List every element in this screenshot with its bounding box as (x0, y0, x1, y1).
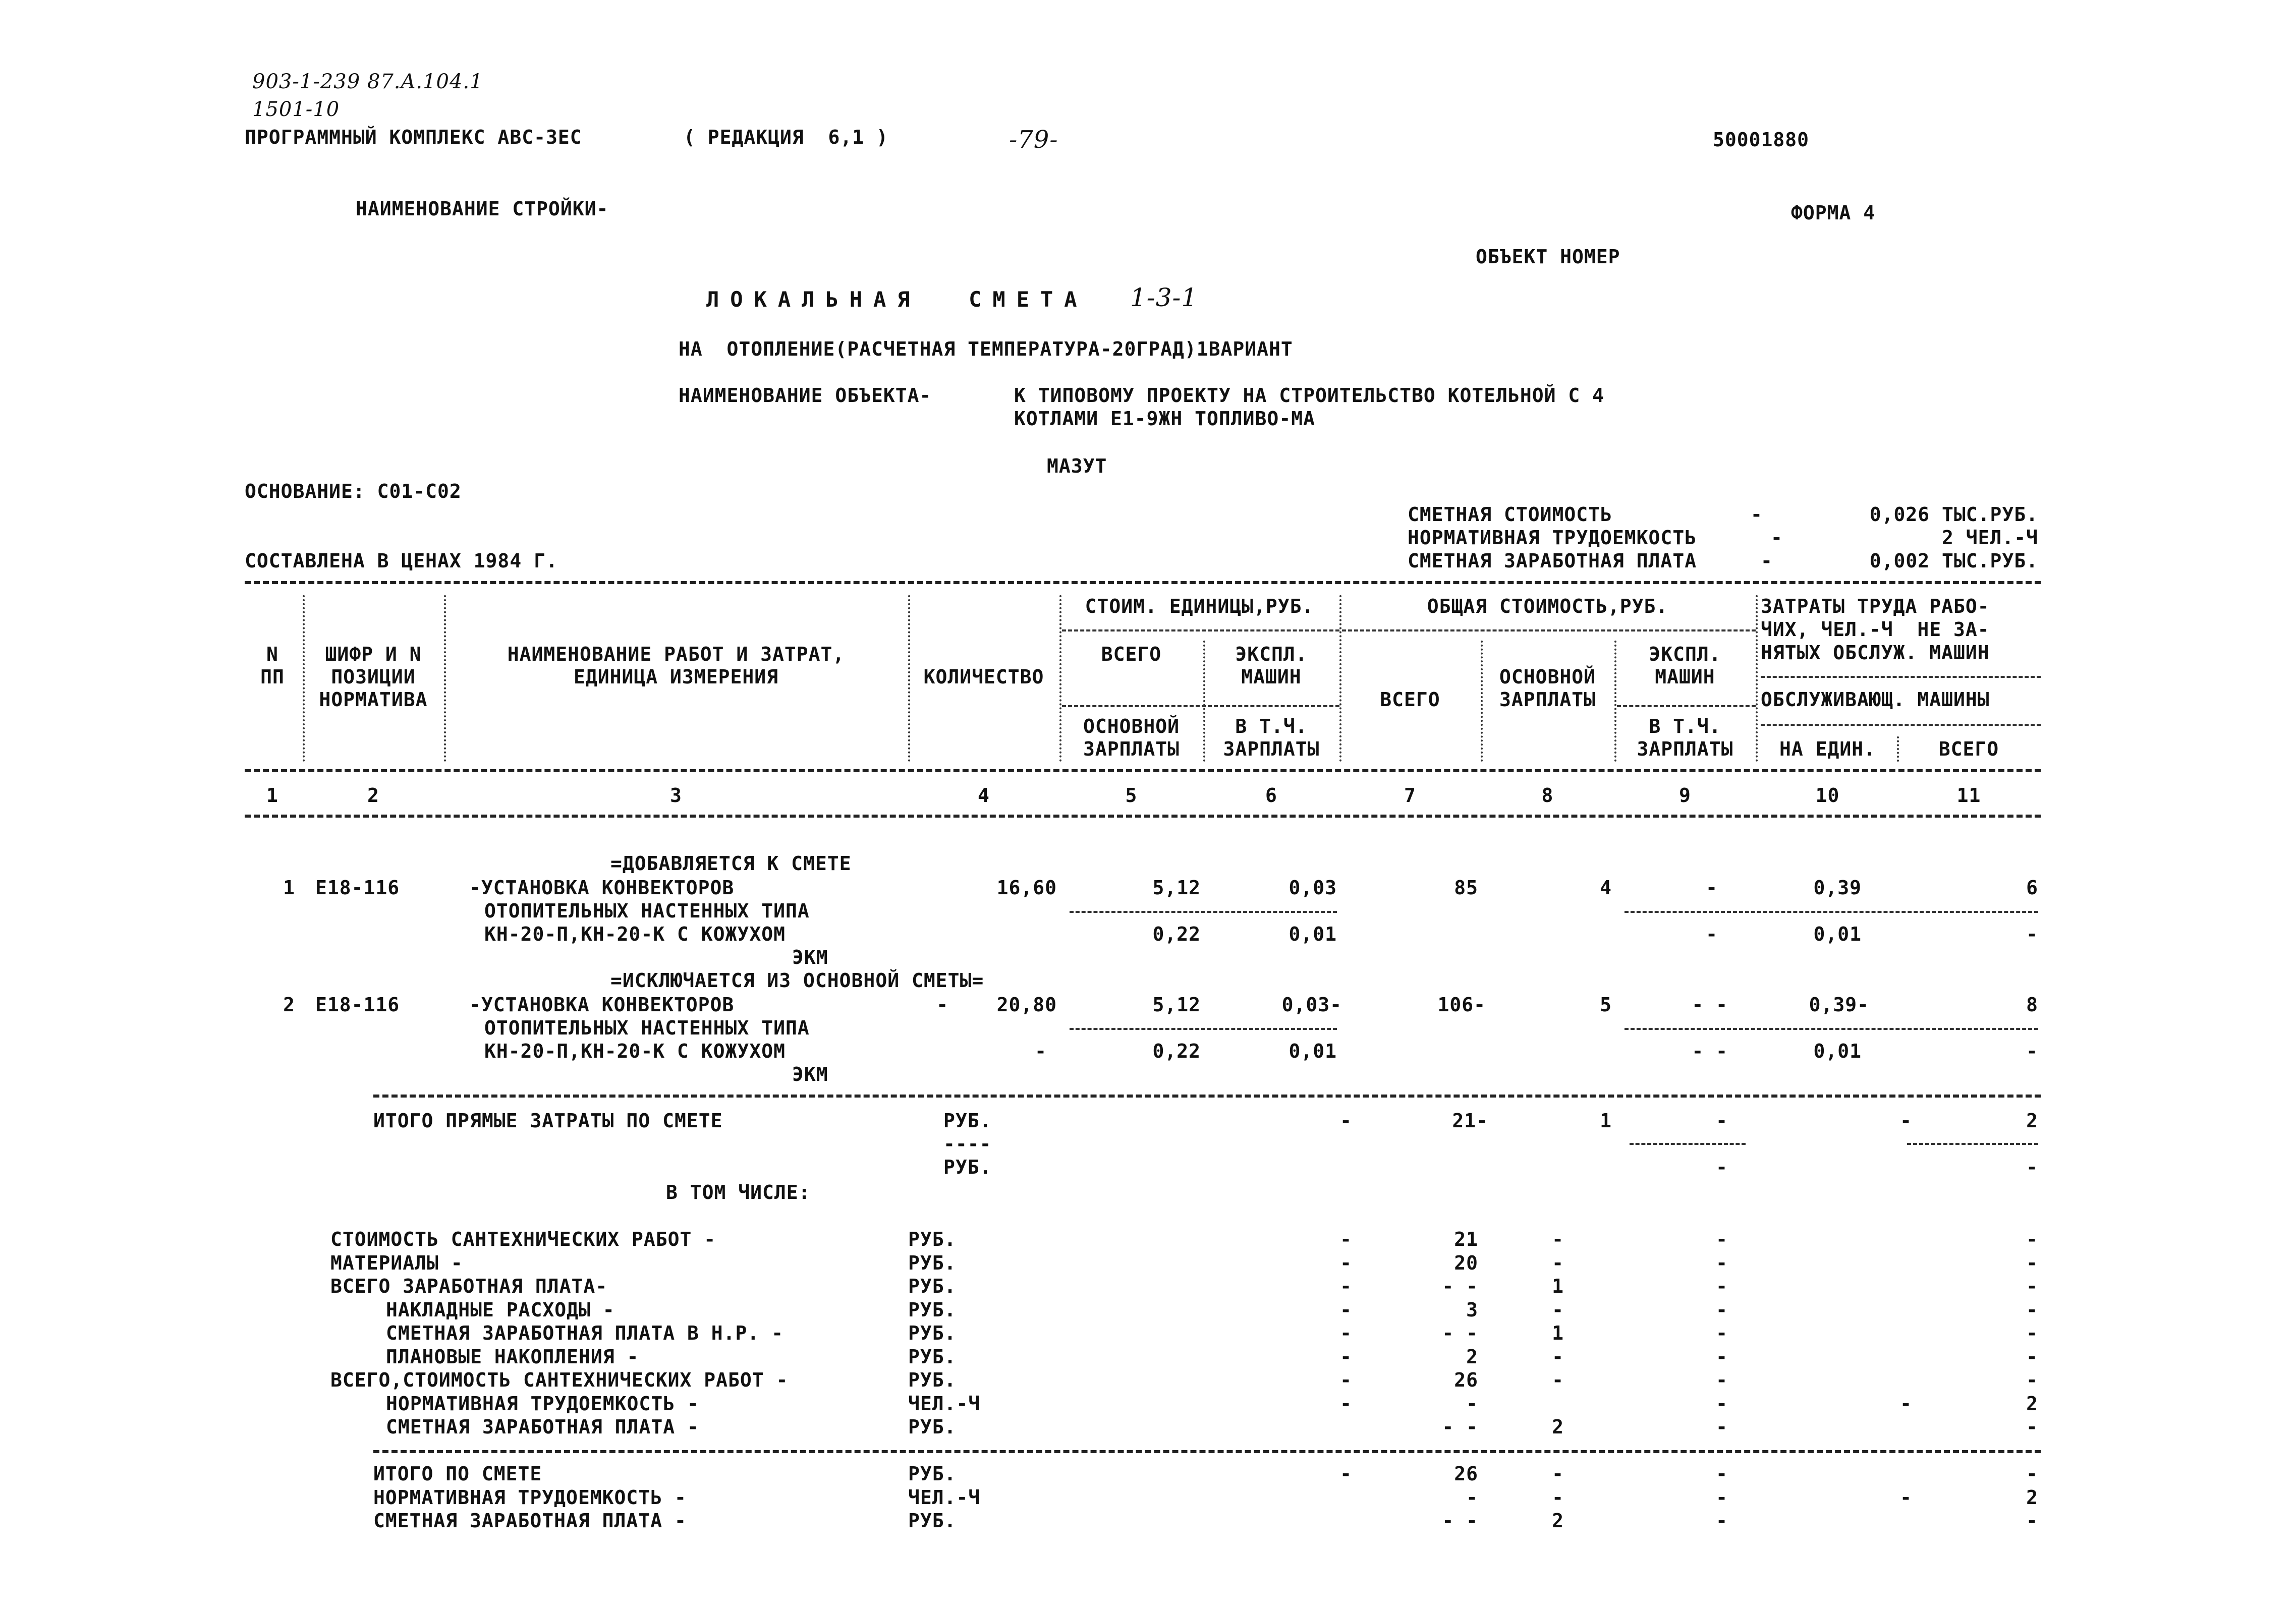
item-col6: - (1340, 1275, 1352, 1297)
header-col2: НОРМАТИВА (319, 688, 428, 711)
object-name-line1: К ТИПОВОМУ ПРОЕКТУ НА СТРОИТЕЛЬСТВО КОТЕЛЬНОЙ С 4 (1014, 384, 1605, 407)
unit: РУБ. (943, 1156, 992, 1178)
item-col9: - (1716, 1228, 1728, 1250)
item-label: НОРМАТИВНАЯ ТРУДОЕМКОСТЬ - (373, 1486, 687, 1509)
header-rule (1761, 724, 2041, 726)
item-label: СМЕТНАЯ ЗАРАБОТНАЯ ПЛАТА - (373, 1510, 687, 1532)
item-col6: - (1340, 1463, 1352, 1485)
row-machine-wages: - (1706, 923, 1718, 945)
table-rule (245, 769, 2041, 772)
row-labor-total-b: - (2026, 1040, 2038, 1062)
table-rule (373, 1450, 2041, 1453)
column-number: 2 (367, 784, 379, 807)
direct-col7: 21- (1452, 1110, 1488, 1132)
item-unit: ЧЕЛ.-Ч (908, 1486, 981, 1509)
item-col8: 2 (1552, 1416, 1564, 1438)
item-col11: 2 (2026, 1392, 2038, 1415)
row-total-machines: - - (1692, 994, 1728, 1016)
item-unit: РУБ. (908, 1369, 957, 1391)
direct-col9: - (1716, 1110, 1728, 1132)
item-col7: - - (1442, 1275, 1478, 1297)
item-unit: РУБ. (908, 1228, 957, 1250)
row-rule (1070, 1028, 1337, 1030)
price-base: СОСТАВЛЕНА В ЦЕНАХ 1984 Г. (245, 550, 558, 572)
summary-value: 2 ЧЕЛ.-Ч (1941, 527, 2038, 549)
row-name: ОТОПИТЕЛЬНЫХ НАСТЕННЫХ ТИПА (484, 1017, 810, 1039)
row-labor-unit-b: 0,01 (1813, 1040, 1862, 1062)
row-name: ЭКМ (792, 946, 828, 968)
table-top-rule (245, 581, 2041, 584)
header-col5b: ЗАРПЛАТЫ (1083, 738, 1180, 760)
summary-sep: - (1761, 550, 1773, 572)
item-col9: - (1716, 1251, 1728, 1274)
column-divider (1059, 595, 1061, 762)
row-name: КН-20-П,КН-20-К С КОЖУХОМ (484, 923, 786, 945)
item-label: СТОИМОСТЬ САНТЕХНИЧЕСКИХ РАБОТ - (330, 1228, 716, 1250)
item-col9: - (1716, 1392, 1728, 1415)
including-label: В ТОМ ЧИСЛЕ: (666, 1181, 811, 1203)
summary-sep: - (1771, 527, 1783, 549)
item-col11: - (2026, 1251, 2038, 1274)
header-col9b: В Т.Ч. (1649, 715, 1721, 737)
estimate-number: 1-3-1 (1130, 283, 1198, 312)
summary-sep: - (1751, 503, 1763, 526)
row-unit-machines: 0,03- (1281, 994, 1342, 1016)
item-col7: 26 (1454, 1463, 1478, 1485)
row-quantity-b: - (1035, 1040, 1047, 1062)
row-unit-wages: 0,22 (1152, 923, 1201, 945)
page-number: -79- (1009, 126, 1058, 154)
item-col7: - (1466, 1392, 1478, 1415)
row-labor-total: 8 (2026, 994, 2038, 1016)
item-col8: - (1552, 1486, 1564, 1509)
row-total: 85 (1454, 877, 1478, 899)
item-col9: - (1716, 1322, 1728, 1344)
row-total-wages: 4 (1600, 877, 1612, 899)
item-unit: РУБ. (908, 1275, 957, 1297)
item-col9: - (1716, 1416, 1728, 1438)
row-labor-total: 6 (2026, 877, 2038, 899)
header-labor: ЧИХ, ЧЕЛ.-Ч НЕ ЗА- (1761, 618, 1990, 641)
column-divider (908, 595, 910, 762)
unit-separator: ---- (943, 1133, 992, 1155)
row-rule (1625, 1028, 2038, 1030)
row-name: ЭКМ (792, 1063, 828, 1085)
item-col8: - (1552, 1463, 1564, 1485)
item-label: МАТЕРИАЛЫ - (330, 1251, 463, 1274)
item-unit: РУБ. (908, 1510, 957, 1532)
item-col8: 2 (1552, 1510, 1564, 1532)
item-unit: РУБ. (908, 1298, 957, 1321)
item-col8: - (1552, 1251, 1564, 1274)
item-col7: 2 (1466, 1345, 1478, 1368)
item-unit: РУБ. (908, 1322, 957, 1344)
direct-col11: 2 (2026, 1110, 2038, 1132)
handwritten-sheet-number: 1501-10 (252, 98, 340, 121)
item-label: СМЕТНАЯ ЗАРАБОТНАЯ ПЛАТА - (386, 1416, 699, 1438)
item-col6: - (1340, 1369, 1352, 1391)
row-rule (1630, 1143, 1746, 1145)
row-number: 2 (283, 994, 295, 1016)
item-col6: - (1340, 1228, 1352, 1250)
item-col9: - (1716, 1298, 1728, 1321)
header-serving: ОБСЛУЖИВАЮЩ. МАШИНЫ (1761, 688, 1990, 711)
item-col11: - (2026, 1275, 2038, 1297)
item-label: ВСЕГО,СТОИМОСТЬ САНТЕХНИЧЕСКИХ РАБОТ - (330, 1369, 789, 1391)
header-rule (1342, 629, 1756, 631)
item-col8: 1 (1552, 1275, 1564, 1297)
header-col2: ПОЗИЦИИ (331, 666, 416, 688)
column-number: 5 (1125, 784, 1138, 807)
column-divider (1897, 736, 1899, 762)
item-label: СМЕТНАЯ ЗАРАБОТНАЯ ПЛАТА В Н.Р. - (386, 1322, 783, 1344)
header-col8: ЗАРПЛАТЫ (1499, 688, 1596, 711)
item-label: НОРМАТИВНАЯ ТРУДОЕМКОСТЬ - (386, 1392, 699, 1415)
column-number: 7 (1404, 784, 1416, 807)
item-label: ВСЕГО ЗАРАБОТНАЯ ПЛАТА- (330, 1275, 608, 1297)
item-col7: 3 (1466, 1298, 1478, 1321)
header-col4: КОЛИЧЕСТВО (923, 666, 1044, 688)
row-labor-total-b: - (2026, 923, 2038, 945)
table-rule (245, 815, 2041, 818)
row-unit-machine-wages: 0,01 (1289, 923, 1337, 945)
document-code: 50001880 (1713, 129, 1810, 151)
header-rule (1617, 705, 1756, 707)
item-col11: - (2026, 1416, 2038, 1438)
header-col6: ЭКСПЛ. (1235, 643, 1308, 665)
row-total-wages: 5 (1600, 994, 1612, 1016)
row-machine-wages: - - (1692, 1040, 1728, 1062)
item-col8: - (1552, 1228, 1564, 1250)
row-quantity: 16,60 (996, 877, 1057, 899)
item-col6: - (1340, 1345, 1352, 1368)
column-number: 10 (1815, 784, 1840, 807)
program-name: ПРОГРАММНЫЙ КОМПЛЕКС АВС-3ЕС (245, 126, 582, 148)
row-rule (1907, 1143, 2038, 1145)
unit: РУБ. (943, 1110, 992, 1132)
header-col5b: ОСНОВНОЙ (1083, 715, 1180, 737)
direct-costs-label: ИТОГО ПРЯМЫЕ ЗАТРАТЫ ПО СМЕТЕ (373, 1110, 723, 1132)
page-title: ЛОКАЛЬНАЯ СМЕТА (706, 287, 1088, 312)
estimate-subject: НА ОТОПЛЕНИЕ(РАСЧЕТНАЯ ТЕМПЕРАТУРА-20ГРАД)1ВАРИАНТ (679, 338, 1293, 360)
column-number: 1 (266, 784, 278, 807)
item-col11: 2 (2026, 1486, 2038, 1509)
item-col11: - (2026, 1463, 2038, 1485)
row-unit-total: 5,12 (1152, 877, 1201, 899)
row-rule (1625, 911, 2038, 913)
header-col6b: В Т.Ч. (1235, 715, 1308, 737)
header-labor: НЯТЫХ ОБСЛУЖ. МАШИН (1761, 642, 1990, 664)
summary-label: НОРМАТИВНАЯ ТРУДОЕМКОСТЬ (1408, 527, 1697, 549)
item-col10: - (1900, 1486, 1912, 1509)
header-col5: ВСЕГО (1101, 643, 1162, 665)
row-name: -УСТАНОВКА КОНВЕКТОРОВ (469, 994, 735, 1016)
item-col7: 21 (1454, 1228, 1478, 1250)
row-labor-unit: 0,39 (1813, 877, 1862, 899)
column-divider (1614, 641, 1616, 762)
item-label: ИТОГО ПО СМЕТЕ (373, 1463, 542, 1485)
row-number: 1 (283, 877, 295, 899)
row-total: 106- (1437, 994, 1486, 1016)
basis: ОСНОВАНИЕ: С01-С02 (245, 480, 462, 502)
row-unit-total: 5,12 (1152, 994, 1201, 1016)
item-unit: РУБ. (908, 1251, 957, 1274)
item-label: НАКЛАДНЫЕ РАСХОДЫ - (386, 1298, 615, 1321)
header-unit-cost: СТОИМ. ЕДИНИЦЫ,РУБ. (1085, 595, 1314, 617)
header-col2: ШИФР И N (325, 643, 422, 665)
direct-col11b: - (2026, 1156, 2038, 1178)
header-col1: ПП (260, 666, 285, 688)
item-unit: РУБ. (908, 1416, 957, 1438)
item-col6: - (1340, 1251, 1352, 1274)
item-col7: - - (1442, 1322, 1478, 1344)
item-col7: - - (1442, 1510, 1478, 1532)
header-rule (1761, 676, 2041, 678)
item-col9: - (1716, 1369, 1728, 1391)
item-unit: ЧЕЛ.-Ч (908, 1392, 981, 1415)
header-rule (1062, 705, 1339, 707)
header-col9b: ЗАРПЛАТЫ (1637, 738, 1733, 760)
item-col6: - (1340, 1322, 1352, 1344)
summary-value: 0,026 ТЫС.РУБ. (1869, 503, 2038, 526)
row-code: Е18-116 (315, 994, 400, 1016)
header-labor: ЗАТРАТЫ ТРУДА РАБО- (1761, 595, 1990, 617)
row-unit-machines: 0,03 (1289, 877, 1337, 899)
item-col8: - (1552, 1345, 1564, 1368)
object-name-line3: МАЗУТ (1047, 455, 1107, 477)
column-number: 9 (1679, 784, 1691, 807)
header-col1: N (266, 643, 278, 665)
summary-label: СМЕТНАЯ ЗАРАБОТНАЯ ПЛАТА (1408, 550, 1697, 572)
item-col7: - (1466, 1486, 1478, 1509)
construction-label: НАИМЕНОВАНИЕ СТРОЙКИ- (356, 198, 609, 220)
row-total-machines: - (1706, 877, 1718, 899)
item-col6: - (1340, 1392, 1352, 1415)
item-col11: - (2026, 1228, 2038, 1250)
program-edition: ( РЕДАКЦИЯ 6,1 ) (684, 126, 888, 148)
column-divider (1203, 641, 1205, 762)
object-number-label: ОБЪЕКТ НОМЕР (1476, 246, 1620, 268)
header-col3: НАИМЕНОВАНИЕ РАБОТ И ЗАТРАТ, (507, 643, 845, 665)
header-col8: ОСНОВНОЙ (1499, 666, 1596, 688)
column-divider (1481, 641, 1483, 762)
summary-value: 0,002 ТЫС.РУБ. (1869, 550, 2038, 572)
header-col9: ЭКСПЛ. (1649, 643, 1721, 665)
column-divider (1756, 595, 1758, 762)
item-col9: - (1716, 1345, 1728, 1368)
column-number: 4 (978, 784, 990, 807)
item-col11: - (2026, 1345, 2038, 1368)
row-name: ОТОПИТЕЛЬНЫХ НАСТЕННЫХ ТИПА (484, 900, 810, 922)
handwritten-reference: 903-1-239 87.A.104.1 (252, 70, 483, 93)
item-col7: 26 (1454, 1369, 1478, 1391)
item-col7: - - (1442, 1416, 1478, 1438)
header-rule (1062, 629, 1339, 631)
row-unit-machine-wages: 0,01 (1289, 1040, 1337, 1062)
header-col3: ЕДИНИЦА ИЗМЕРЕНИЯ (574, 666, 778, 688)
item-col9: - (1716, 1510, 1728, 1532)
column-number: 11 (1956, 784, 1981, 807)
item-col8: 1 (1552, 1322, 1564, 1344)
row-labor-unit: 0,39- (1809, 994, 1869, 1016)
row-name: КН-20-П,КН-20-К С КОЖУХОМ (484, 1040, 786, 1062)
row-note: =ИСКЛЮЧАЕТСЯ ИЗ ОСНОВНОЙ СМЕТЫ= (610, 969, 984, 992)
item-label: ПЛАНОВЫЕ НАКОПЛЕНИЯ - (386, 1345, 639, 1368)
object-name-line2: КОТЛАМИ Е1-9ЖН ТОПЛИВО-МА (1014, 408, 1315, 430)
row-rule (1070, 911, 1337, 913)
column-divider (444, 595, 446, 762)
item-col9: - (1716, 1463, 1728, 1485)
item-col8: - (1552, 1298, 1564, 1321)
column-number: 8 (1541, 784, 1554, 807)
header-col9: МАШИН (1655, 666, 1715, 688)
table-rule (373, 1095, 2041, 1098)
item-col7: 20 (1454, 1251, 1478, 1274)
row-quantity: - 20,80 (936, 994, 1057, 1016)
row-name: -УСТАНОВКА КОНВЕКТОРОВ (469, 877, 735, 899)
item-col6: - (1340, 1298, 1352, 1321)
form-number: ФОРМА 4 (1791, 202, 1876, 224)
row-labor-unit-b: 0,01 (1813, 923, 1862, 945)
column-number: 6 (1265, 784, 1277, 807)
summary-label: СМЕТНАЯ СТОИМОСТЬ (1408, 503, 1612, 526)
item-col11: - (2026, 1510, 2038, 1532)
direct-col6: - (1340, 1110, 1352, 1132)
header-col6b: ЗАРПЛАТЫ (1223, 738, 1320, 760)
item-col8: - (1552, 1369, 1564, 1391)
row-note: =ДОБАВЛЯЕТСЯ К СМЕТЕ (610, 852, 852, 875)
object-label: НАИМЕНОВАНИЕ ОБЪЕКТА- (679, 384, 932, 407)
item-col11: - (2026, 1322, 2038, 1344)
header-col6: МАШИН (1241, 666, 1302, 688)
direct-col9b: - (1716, 1156, 1728, 1178)
header-col7: ВСЕГО (1380, 688, 1440, 711)
item-unit: РУБ. (908, 1463, 957, 1485)
column-divider (1339, 595, 1341, 762)
item-unit: РУБ. (908, 1345, 957, 1368)
item-col9: - (1716, 1275, 1728, 1297)
column-divider (303, 595, 305, 762)
header-col11: ВСЕГО (1938, 738, 1999, 760)
header-total-cost: ОБЩАЯ СТОИМОСТЬ,РУБ. (1427, 595, 1668, 617)
direct-col8: 1 (1600, 1110, 1612, 1132)
item-col10: - (1900, 1392, 1912, 1415)
row-unit-wages: 0,22 (1152, 1040, 1201, 1062)
item-col9: - (1716, 1486, 1728, 1509)
direct-col10: - (1900, 1110, 1912, 1132)
row-code: Е18-116 (315, 877, 400, 899)
item-col11: - (2026, 1369, 2038, 1391)
column-number: 3 (670, 784, 682, 807)
header-col10: НА ЕДИН. (1779, 738, 1876, 760)
item-col11: - (2026, 1298, 2038, 1321)
